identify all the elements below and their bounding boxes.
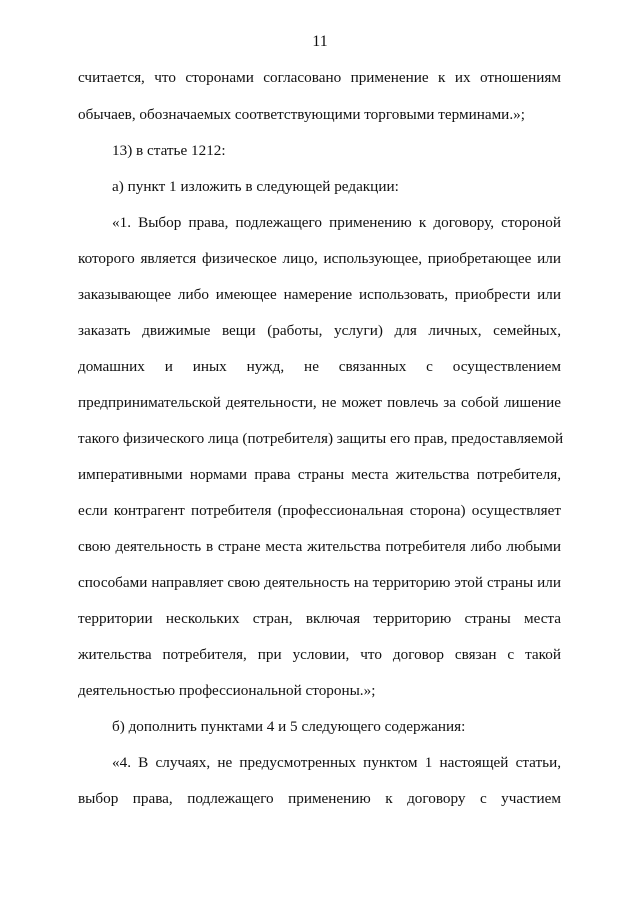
text-line-5: «1. Выбор права, подлежащего применению к договору, стороной xyxy=(112,214,561,231)
text-line-6: которого является физическое лицо, использующее, приобретающее или xyxy=(78,250,561,267)
text-line-8: заказать движимые вещи (работы, услуги) для личных, семейных, xyxy=(78,322,561,339)
text-line-20: «4. В случаях, не предусмотренных пунктом 1 настоящей статьи, xyxy=(112,754,561,771)
text-line-7: заказывающее либо имеющее намерение использовать, приобрести или xyxy=(78,286,561,303)
text-line-16: территории нескольких стран, включая территорию страны места xyxy=(78,610,561,627)
text-line-2: обычаев, обозначаемых соответствующими торговыми терминами.»; xyxy=(78,106,525,123)
text-line-17: жительства потребителя, при условии, что договор связан с такой xyxy=(78,646,561,663)
text-line-10: предпринимательской деятельности, не может повлечь за собой лишение xyxy=(78,394,561,411)
text-line-15: способами направляет свою деятельность на территорию этой страны или xyxy=(78,574,561,591)
text-line-21: выбор права, подлежащего применению к договору с участием xyxy=(78,790,561,807)
text-line-18: деятельностью профессиональной стороны.»; xyxy=(78,682,376,699)
text-line-12: императивными нормами права страны места жительства потребителя, xyxy=(78,466,561,483)
text-line-13: если контрагент потребителя (профессиональная сторона) осуществляет xyxy=(78,502,561,519)
text-line-19: б) дополнить пунктами 4 и 5 следующего содержания: xyxy=(112,718,466,735)
text-line-14: свою деятельность в стране места жительства потребителя либо любыми xyxy=(78,538,561,555)
text-line-1: считается, что сторонами согласовано применение к их отношениям xyxy=(78,69,561,86)
text-line-9: домашних и иных нужд, не связанных с осуществлением xyxy=(78,358,561,375)
text-line-11: такого физического лица (потребителя) защиты его прав, предоставляемой xyxy=(78,430,564,447)
text-line-3: 13) в статье 1212: xyxy=(112,142,226,159)
page-number: 11 xyxy=(312,33,328,50)
text-line-4: а) пункт 1 изложить в следующей редакции: xyxy=(112,178,399,195)
